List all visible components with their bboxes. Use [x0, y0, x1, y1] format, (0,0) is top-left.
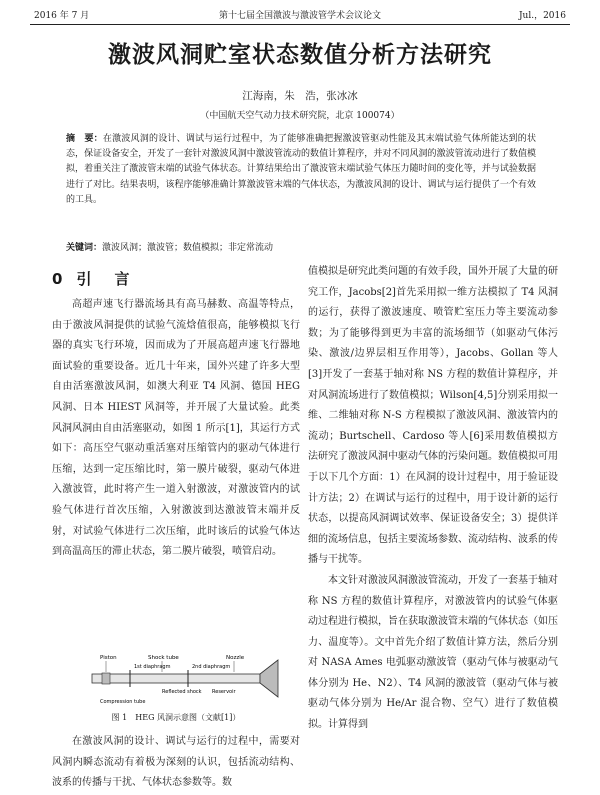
section-title: 引 言	[76, 270, 134, 288]
diaphragm1-label: 1st diaphragm	[134, 664, 171, 670]
abstract	[66, 132, 536, 208]
shock-tube-label: Shock tube	[148, 655, 179, 661]
header-date: 2016 年 7 月	[34, 11, 90, 21]
section-number: 0	[52, 270, 67, 288]
heg-tunnel-figure	[84, 652, 289, 707]
abstract-text: 在激波风洞的设计、调试与运行过程中，为了能够准确把握激波管驱动性能及其末端试验气体所能达到的状态，保证设备安全，开发了一套针对激波风洞中激波管流动的数值计算程序，并对不同风洞的激波管流动进行了数值模拟，着重关注了激波管末端的试验气体状态。计算结果给出了激波管末端试验气体压力随时间的变化等，并与试验数据进行了对比。结果表明，该程序能够准确计算激波管末端的气体状态，为激波风洞的设计、调试与运行提供了一个有效的工具。	[66, 134, 536, 205]
keywords-label: 关键词：	[66, 243, 103, 253]
keywords	[66, 240, 536, 253]
header-conference: 第十七届全国激波与激波管学术会议论文	[218, 11, 381, 21]
affiliation: （中国航天空气动力技术研究院，北京 100074）	[200, 111, 400, 121]
running-header	[30, 8, 570, 25]
header-date-en: Jul.，2016	[518, 11, 566, 21]
compression-tube-label: Compression tube	[100, 699, 146, 705]
intro-paragraph-4: 本文针对激波风洞激波管流动，开发了一套基于轴对称 NS 方程的数值计算程序，对激波管内的试验气体驱动过程进行模拟，旨在获取激波管末端的气体状态（如压力、温度等）。文中首先介绍了数值计算方法，然后分别对 NASA Ames 电弧驱动激波管（驱动气体与被驱动气体分别为 He、N2）、T4 风洞的激波管（驱动气体与被驱动气体分别为 He/Ar 混合物、空气）进行了数值模拟。计算得到	[308, 574, 558, 731]
compression-tube-shape	[92, 674, 260, 683]
diaphragm2-label: 2nd diaphragm	[192, 664, 231, 670]
piston-label: Piston	[100, 655, 117, 661]
intro-paragraph-1: 高超声速飞行器流场具有高马赫数、高温等特点，由于激波风洞提供的试验气流焓值很高，能够模拟飞行器的真实飞行环境，因而成为了开展高超声速飞行器地面试验的重要设备。近几十年来，国外兴建了许多大型自由活塞激波风洞，如澳大利亚 T4 风洞、德国 HEG 风洞、日本 HIEST 风洞等，并开展了大量试验。此类风洞风洞由自由活塞驱动，如图 1 所示[1]，其运行方式如下：高压空气驱动重活塞对压缩管内的驱动气体进行压缩，达到一定压缩比时，第一膜片破裂，驱动气体进入激波管，此时将产生一道入射激波，对激波管内的试验气体进行首次压缩，入射激波到达激波管末端并反射，对试验气体进行二次压缩，此时该后的试验气体达到高温高压的滞止状态，第二膜片破裂，喷管启动。	[52, 299, 300, 558]
left-column	[52, 268, 300, 563]
paper-title: 激波风洞贮室状态数值分析方法研究	[108, 42, 492, 68]
left-column-continued	[52, 732, 300, 794]
figure-caption: 图 1 HEG 风洞示意图（文献[1]）	[111, 713, 241, 722]
right-column	[308, 262, 558, 736]
reservoir-label: Reservoir	[212, 689, 236, 695]
intro-paragraph-2: 在激波风洞的设计、调试与运行的过程中，需要对风洞内瞬态流动有着极为深刻的认识，包括流动结构、波系的传播与干扰、气体状态参数等。数	[52, 736, 300, 789]
authors: 江海南，朱 浩，张冰冰	[242, 90, 358, 102]
section-heading	[52, 268, 300, 289]
nozzle-label: Nozzle	[226, 655, 245, 661]
abstract-label: 摘 要：	[66, 134, 103, 144]
piston-shape	[102, 673, 110, 684]
intro-paragraph-3: 值模拟是研究此类问题的有效手段，国外开展了大量的研究工作，Jacobs[2]首先采用拟一维方法模拟了 T4 风洞的运行，获得了激波速度、喷管贮室压力等主要流动参数；为了能够得到更为丰富的流场细节（如驱动气体污染、激波/边界层相互作用等），Jacobs、Gollan 等人[3]开发了一套基于轴对称 NS 方程的数值计算程序，并对风洞流场进行了数值模拟；Wilson[4,5]分别采用拟一维、二维轴对称 N-S 方程模拟了激波风洞、激波管内的流动；Burtschell、Cardoso 等人[6]采用数值模拟方法研究了激波风洞中驱动气体的污染问题。数值模拟可用于以下几个方面：1）在风洞的设计过程中，用于验证设计方法；2）在调试与运行的过程中，用于设计新的运行状态，以提高风洞调试效率、保证设备安全；3）提供详细的流场信息，包括主要流场参数、流动结构、波系的传播与干扰等。	[308, 266, 558, 566]
nozzle-shape	[260, 660, 278, 697]
reflected-shock-label: Reflected shock	[162, 689, 202, 695]
keywords-text: 激波风洞；激波管；数值模拟；非定常流动	[102, 243, 274, 253]
